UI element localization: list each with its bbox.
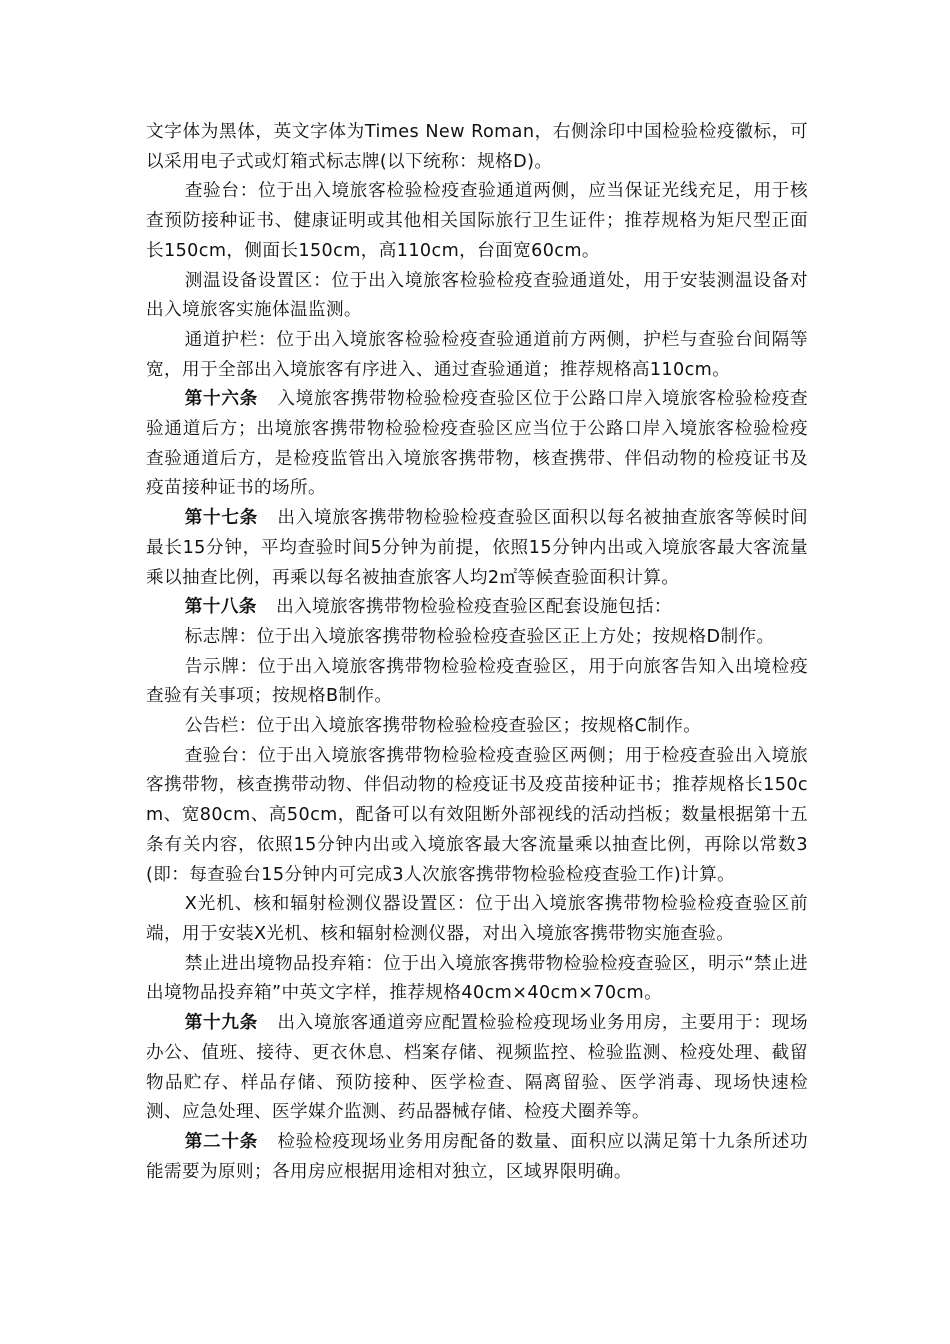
- paragraph-text: 测温设备设置区：位于出入境旅客检验检疫查验通道处，用于安装测温设备对出入境旅客实施体温监测。: [146, 270, 808, 321]
- article-number: 第十九条: [184, 1013, 258, 1034]
- article-paragraph: [146, 593, 808, 623]
- paragraph-text: 告示牌：位于出入境旅客携带物检验检疫查验区，用于向旅客告知入出境检疫查验有关事项；按规格B制作。: [146, 656, 808, 707]
- article-number: 第十七条: [184, 508, 258, 529]
- paragraph: [146, 890, 808, 949]
- paragraph-text: 公告栏：位于出入境旅客携带物检验检疫查验区；按规格C制作。: [184, 716, 702, 737]
- paragraph-text: 文字体为黑体，英文字体为Times New Roman，右侧涂印中国检验检疫徽标，可以采用电子式或灯箱式标志牌(以下统称：规格D)。: [146, 122, 808, 172]
- paragraph: [146, 712, 808, 742]
- paragraph-text: 入境旅客携带物检验检疫查验区位于公路口岸入境旅客检验检疫查验通道后方；出境旅客携带物检验检疫查验区应当位于公路口岸入境旅客检验检疫查验通道后方，是检疫监管出入境旅客携带物，核查携带、伴侣动物的检疫证书及疫苗接种证书的场所。: [146, 389, 808, 499]
- paragraph: [146, 742, 808, 891]
- article-number: 第二十条: [184, 1131, 258, 1152]
- paragraph: [146, 326, 808, 385]
- paragraph: [146, 118, 808, 177]
- paragraph: [146, 177, 808, 266]
- article-paragraph: [146, 1009, 808, 1128]
- article-number: 第十八条: [184, 597, 257, 618]
- paragraph-text: X光机、核和辐射检测仪器设置区：位于出入境旅客携带物检验检疫查验区前端，用于安装X光机、核和辐射检测仪器，对出入境旅客携带物实施查验。: [146, 894, 808, 944]
- paragraph: [146, 623, 808, 653]
- article-paragraph: [146, 1128, 808, 1187]
- paragraph-text: 出入境旅客携带物检验检疫查验区配套设施包括：: [276, 597, 672, 618]
- paragraph-text: 禁止进出境物品投弃箱：位于出入境旅客携带物检验检疫查验区，明示“禁止进出境物品投弃箱”中英文字样，推荐规格40cm×40cm×70cm。: [146, 953, 808, 1004]
- paragraph-text: 查验台：位于出入境旅客携带物检验检疫查验区两侧；用于检疫查验出入境旅客携带物，核查携带动物、伴侣动物的检疫证书及疫苗接种证书；推荐规格长150cm、宽80cm、高50cm，配备可以有效阻断外部视线的活动挡板；数量根据第十五条有关内容，依照15分钟内出或入境旅客最大客流量乘以抽查比例，再除以常数3(即：每查验台15分钟内可完成3人次旅客携带物检验检疫查验工作)计算。: [146, 745, 808, 885]
- paragraph-text: 出入境旅客通道旁应配置检验检疫现场业务用房，主要用于：现场办公、值班、接待、更衣休息、档案存储、视频监控、检验监测、检疫处理、截留物品贮存、样品存储、预防接种、医学检查、隔离留验、医学消毒、现场快速检测、应急处理、医学媒介监测、药品器械存储、检疫犬圈养等。: [146, 1013, 808, 1123]
- paragraph: [146, 653, 808, 712]
- paragraph: [146, 267, 808, 326]
- paragraph-text: 标志牌：位于出入境旅客携带物检验检疫查验区正上方处；按规格D制作。: [184, 626, 775, 647]
- article-number: 第十六条: [184, 389, 258, 410]
- paragraph: [146, 950, 808, 1009]
- document-body: [146, 118, 808, 1187]
- article-paragraph: [146, 385, 808, 504]
- paragraph-text: 查验台：位于出入境旅客检验检疫查验通道两侧，应当保证光线充足，用于核查预防接种证书、健康证明或其他相关国际旅行卫生证件；推荐规格为矩尺型正面长150cm，侧面长150cm，高110cm，台面宽60cm。: [146, 181, 808, 261]
- paragraph-text: 检验检疫现场业务用房配备的数量、面积应以满足第十九条所述功能需要为原则；各用房应根据用途相对独立，区域界限明确。: [146, 1131, 808, 1182]
- paragraph-text: 通道护栏：位于出入境旅客检验检疫查验通道前方两侧，护栏与查验台间隔等宽，用于全部出入境旅客有序进入、通过查验通道；推荐规格高110cm。: [146, 329, 808, 380]
- paragraph-text: 出入境旅客携带物检验检疫查验区面积以每名被抽查旅客等候时间最长15分钟，平均查验时间5分钟为前提，依照15分钟内出或入境旅客最大客流量乘以抽查比例，再乘以每名被抽查旅客人均2㎡等候查验面积计算。: [146, 508, 808, 588]
- article-paragraph: [146, 504, 808, 593]
